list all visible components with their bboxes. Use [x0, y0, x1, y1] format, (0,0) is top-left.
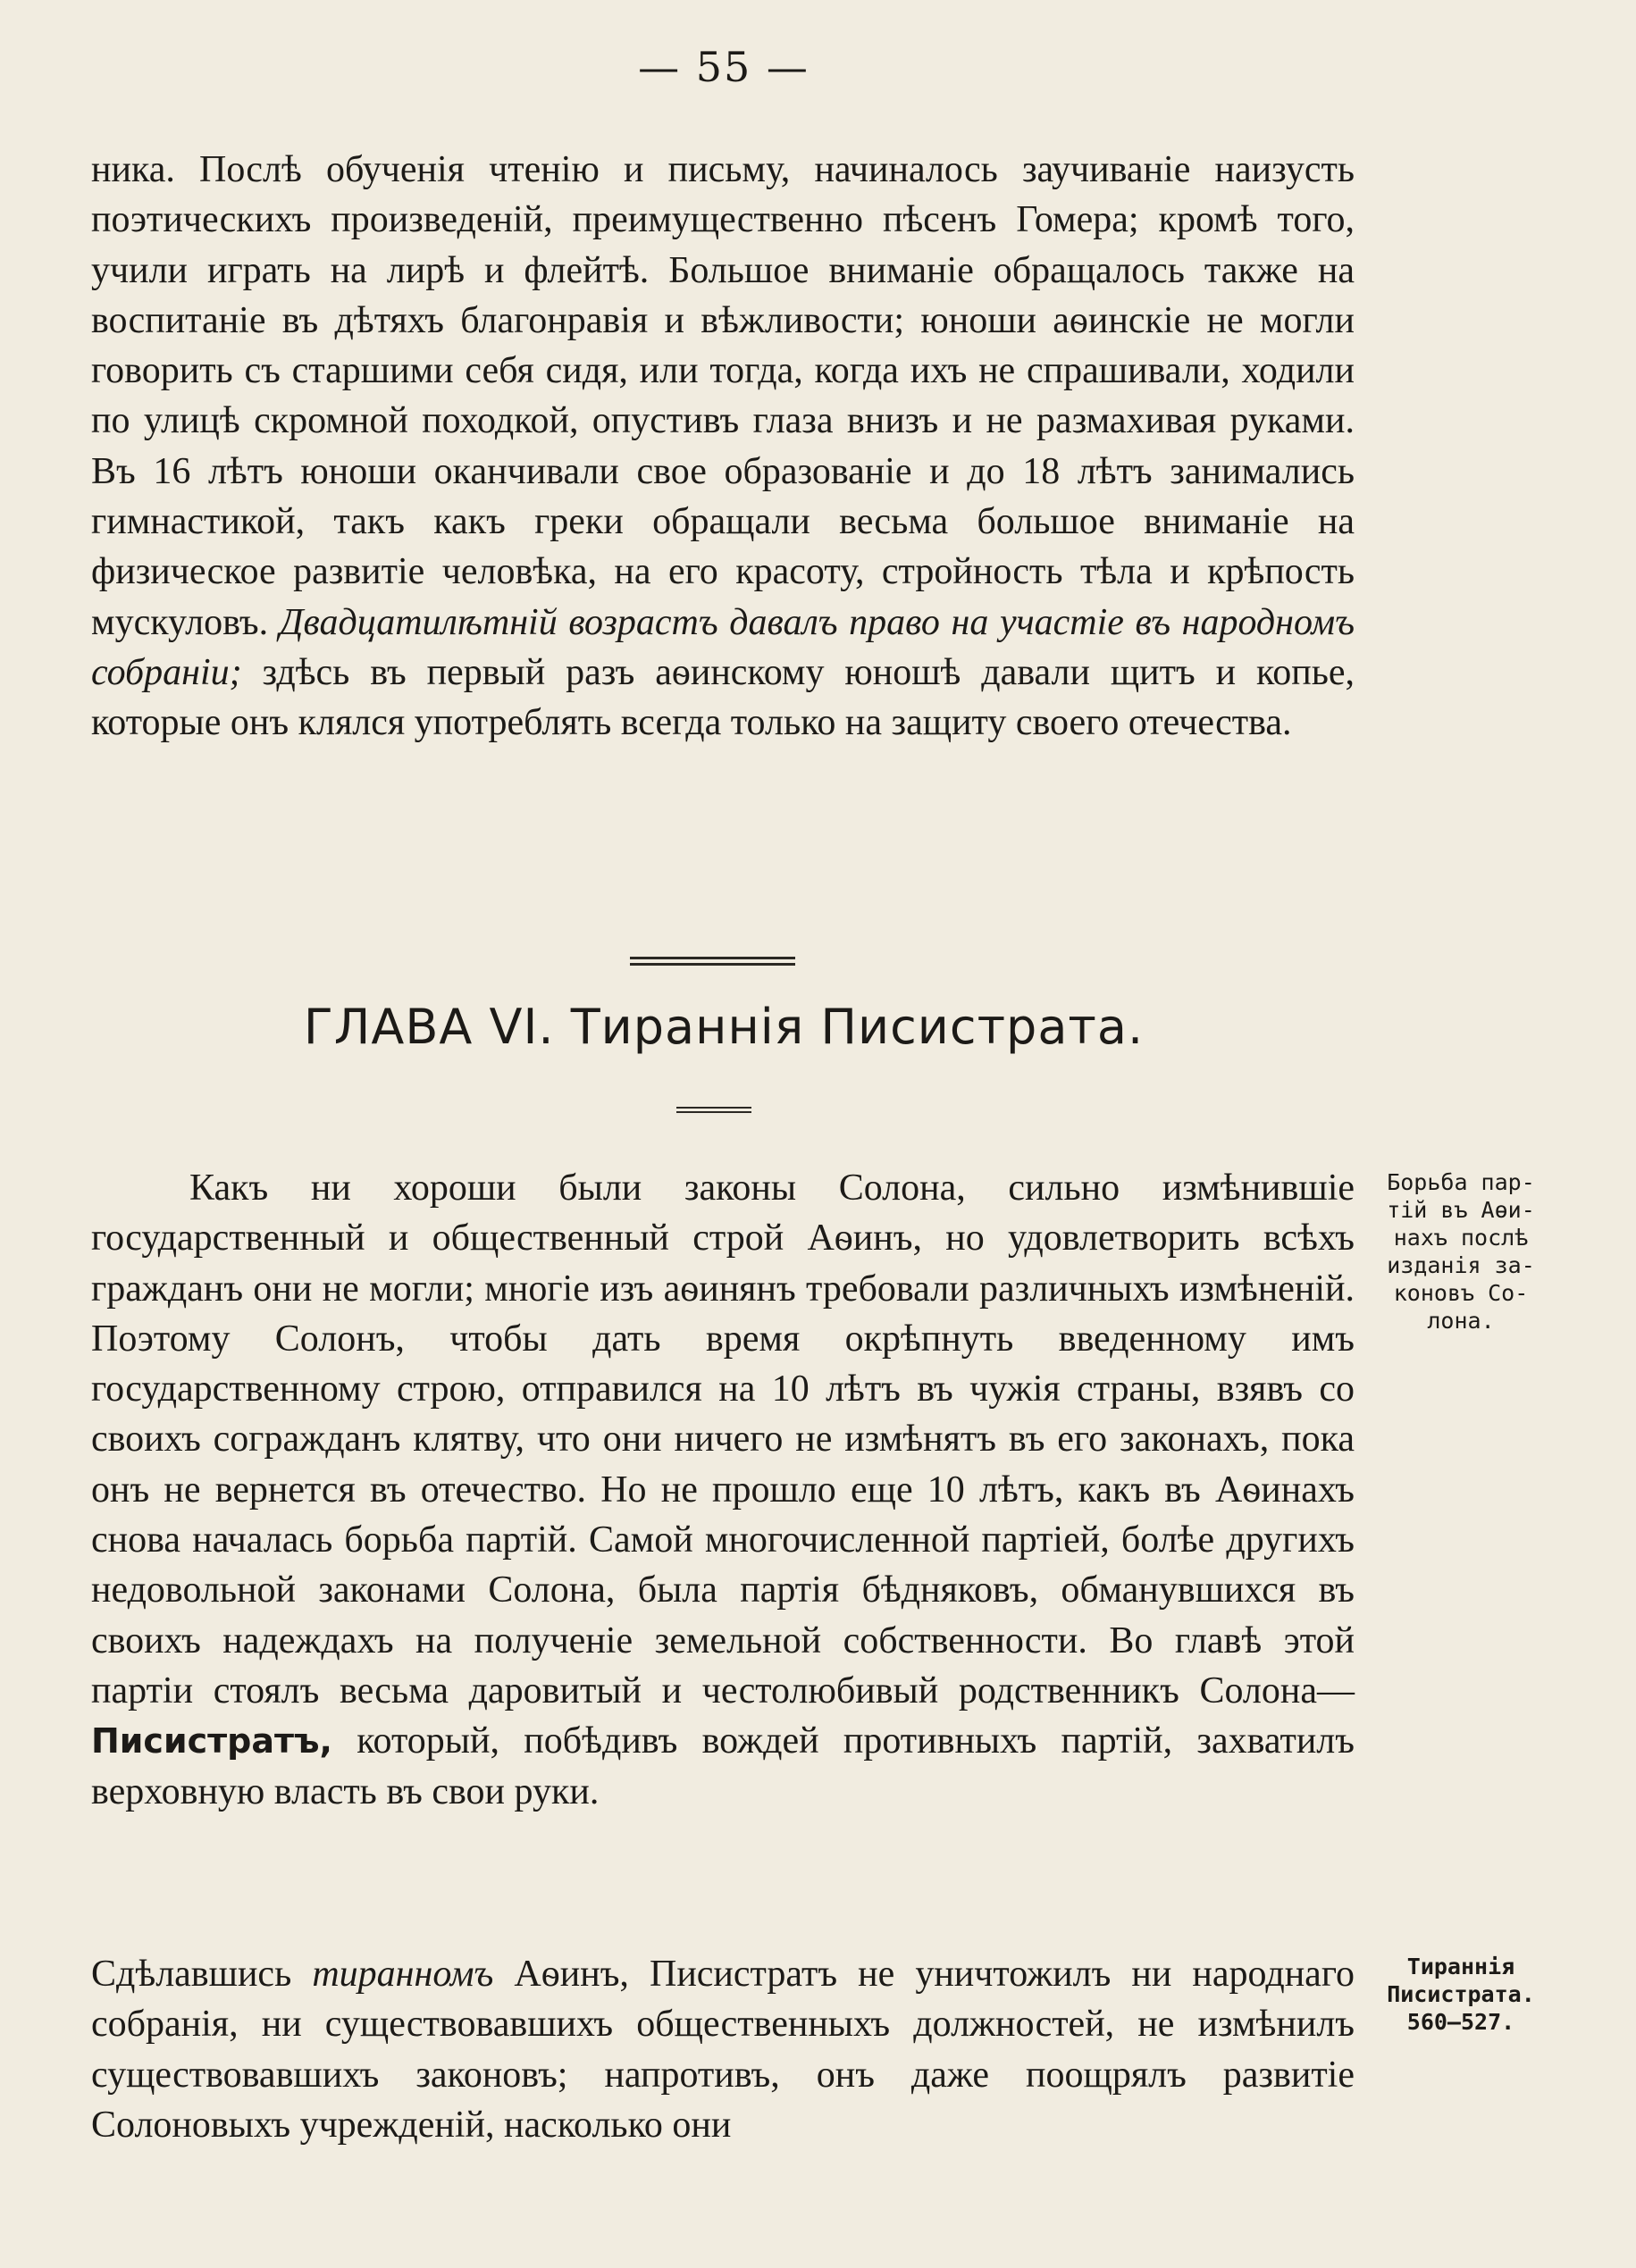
margin-note-line: лона.	[1427, 1308, 1495, 1334]
italic-phrase: Двадцатилѣтній возрастъ давалъ право на участіе въ народномъ собраніи;	[91, 601, 1355, 693]
margin-note-line: тій въ Аѳи-	[1387, 1197, 1535, 1223]
margin-note-line: 560—527.	[1406, 2009, 1515, 2035]
margin-note-line: нахъ послѣ	[1393, 1225, 1529, 1251]
italic-word: тиранномъ	[312, 1954, 494, 1995]
chapter-heading: ГЛАВА VI. Тираннія Писистрата.	[303, 999, 1145, 1055]
paragraph-text: Сдѣлавшись	[91, 1954, 313, 1995]
paragraph-text: здѣсь въ первый разъ аѳинскому юношѣ давали щитъ и копье, которые онъ клялся употреблять всегда только на защиту своего отечества.	[91, 651, 1355, 744]
paragraph-text: Аѳинъ, Писистратъ не уничтожилъ ни народнаго собранія, ни существовавшихъ общественныхъ должностей, не измѣнилъ существовавшихъ законовъ; напротивъ, онъ даже поощрялъ развитіе Солоновыхъ учрежденій, насколько они	[91, 1954, 1355, 2146]
bold-name: Писистратъ,	[91, 1721, 332, 1762]
margin-note-line: изданія за-	[1387, 1252, 1535, 1278]
page-number: — 55 —	[638, 43, 810, 91]
paragraph-text: Какъ ни хороши были законы Солона, сильно измѣнившіе государственный и общественный строй Аѳинъ, но удовлетворить всѣхъ гражданъ они не могли; многіе изъ аѳинянъ требовали различныхъ измѣненій. Поэтому Солонъ, чтобы дать время окрѣпнуть введенному имъ государственному строю, отправился на 10 лѣтъ въ чужія страны, взявъ со своихъ согражданъ клятву, что они ничего не измѣнятъ въ его законахъ, пока онъ не вернется въ отечество. Но не прошло еще 10 лѣтъ, какъ въ Аѳинахъ снова началась борьба партій. Самой многочисленной партіей, болѣе другихъ недовольной законами Солона, была партія бѣдняковъ, обманувшихся въ своихъ надеждахъ на полученіе земельной собственности. Во главѣ этой партіи стоялъ весьма даровитый и честолюбивый родственникъ Солона—	[91, 1167, 1355, 1711]
paragraph-text: ника. Послѣ обученія чтенію и письму, начиналось заучиваніе наизусть поэтическихъ произведеній, преимущественно пѣсенъ Гомера; кромѣ того, учили играть на лирѣ и флейтѣ. Большое вниманіе обращалось также на воспитаніе въ дѣтяхъ благонравія и вѣжливости; юноши аѳинскіе не могли говорить съ старшими себя сидя, или тогда, когда ихъ не спрашивали, ходили по улицѣ скромной походкой, опустивъ глаза внизъ и не размахивая руками. Въ 16 лѣтъ юноши оканчивали свое образованіе и до 18 лѣтъ занимались гимнастикой, такъ какъ греки обращали весьма большое вниманіе на физическое развитіе человѣка, на его красоту, стройность тѣла и крѣпость мускуловъ.	[91, 149, 1355, 643]
margin-note-line: Писистрата.	[1387, 1981, 1535, 2007]
paragraph-tyranny	[91, 1949, 1355, 2150]
paragraph-party-struggle	[91, 1163, 1355, 1817]
margin-note-line: коновъ Со-	[1393, 1280, 1529, 1306]
section-divider	[630, 957, 795, 966]
margin-note-tyranny	[1363, 1953, 1559, 2036]
paragraph-text: который, побѣдивъ вождей противныхъ партій, захватилъ верховную власть въ свои руки.	[91, 1720, 1355, 1812]
paragraph-education	[91, 145, 1355, 749]
margin-note-line: Борьба пар-	[1387, 1169, 1535, 1195]
margin-note-party-struggle	[1363, 1168, 1559, 1335]
heading-underline	[676, 1107, 751, 1113]
margin-note-line: Тираннія	[1406, 1954, 1515, 1979]
